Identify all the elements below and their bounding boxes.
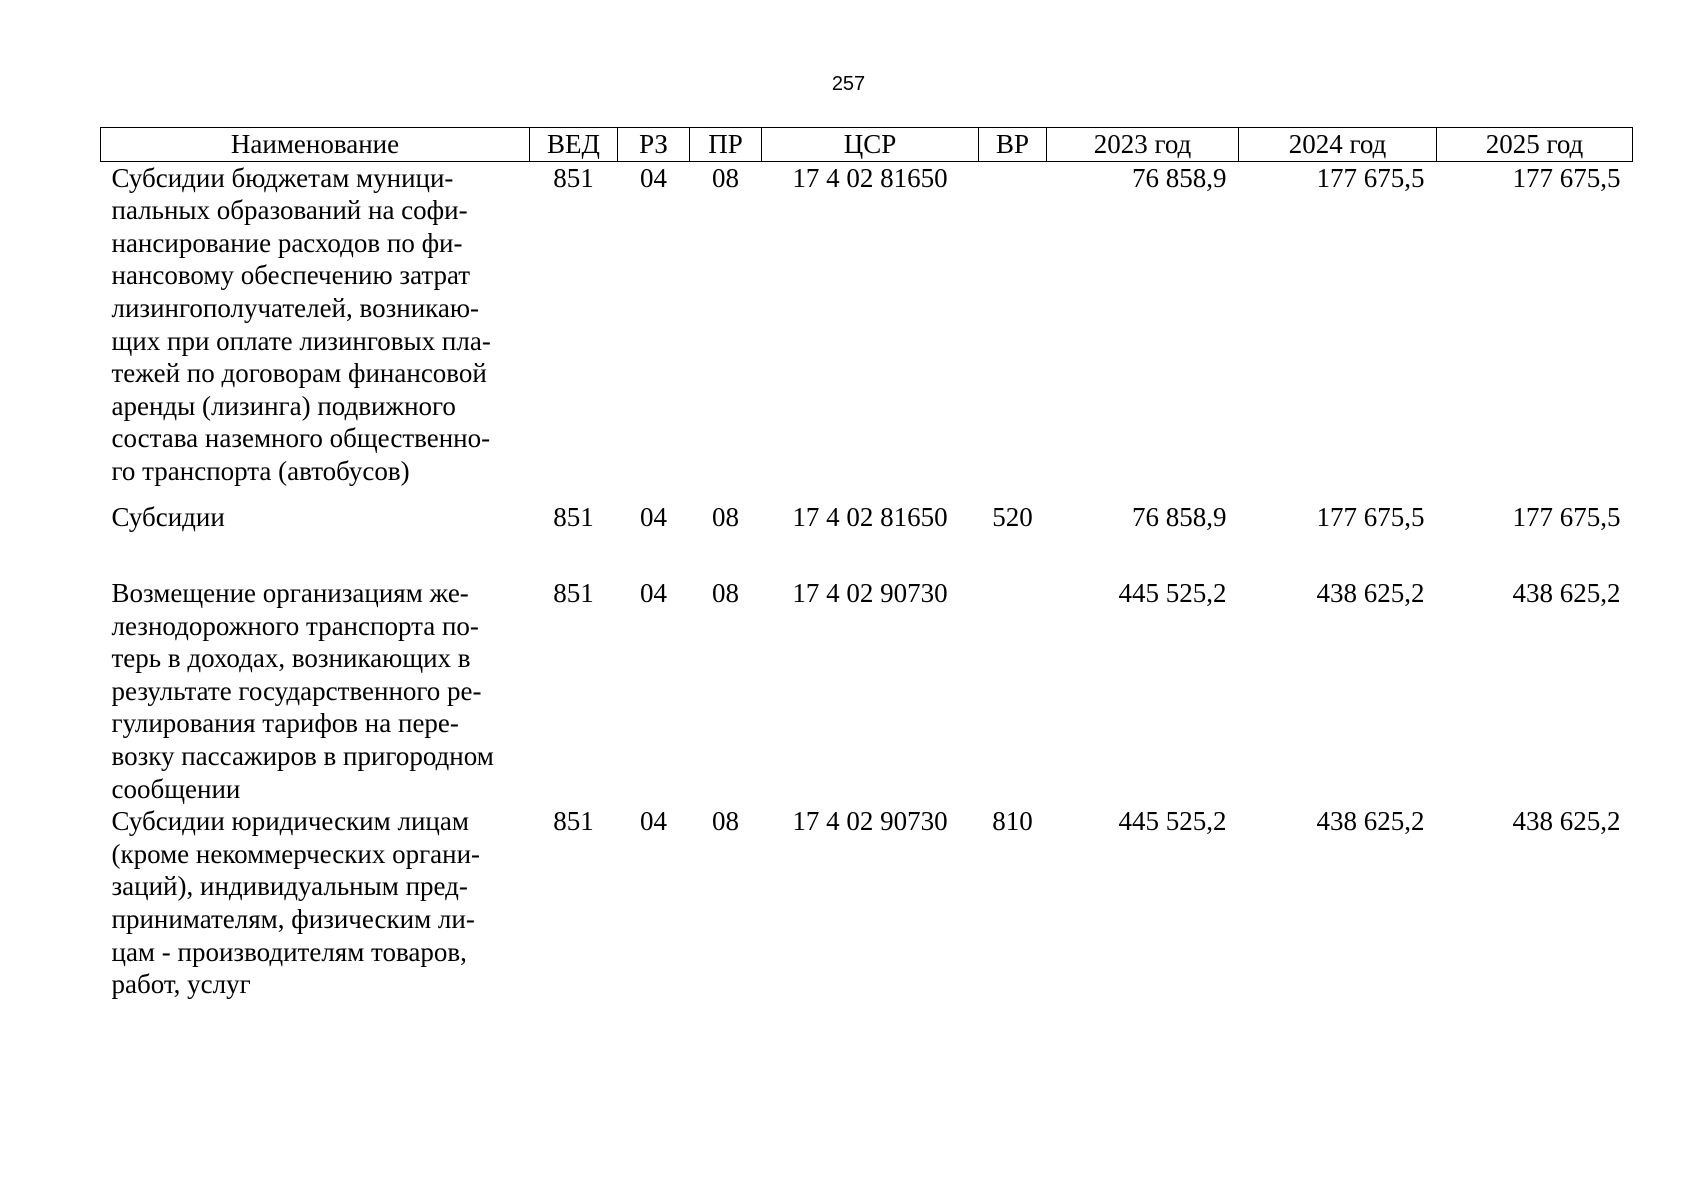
header-2024: 2024 год xyxy=(1239,128,1437,162)
row-2023: 76 858,9 xyxy=(1132,162,1227,193)
header-csr: ЦСР xyxy=(762,128,979,162)
table-row xyxy=(101,501,1633,577)
row-pr: 08 xyxy=(712,162,739,193)
name-line: лизингополучателей, возникаю- xyxy=(111,292,479,323)
row-vr: 520 xyxy=(992,502,1033,533)
table-row xyxy=(101,805,1633,1003)
row-name-cell xyxy=(101,501,530,577)
row-pr: 08 xyxy=(712,578,739,609)
row-2024: 177 675,5 xyxy=(1316,502,1425,533)
row-2023: 76 858,9 xyxy=(1132,502,1227,533)
row-ved: 851 xyxy=(553,578,594,609)
row-name-cell xyxy=(101,577,530,805)
name-line: принимателям, физическим ли- xyxy=(111,904,475,935)
name-line: Субсидии xyxy=(111,502,225,533)
row-rz: 04 xyxy=(640,162,667,193)
header-2023: 2023 год xyxy=(1047,128,1239,162)
name-line: го транспорта (автобусов) xyxy=(111,455,410,486)
row-vr xyxy=(979,577,1047,805)
name-line: Субсидии юридическим лицам xyxy=(111,806,469,837)
header-2025: 2025 год xyxy=(1437,128,1633,162)
header-ved: ВЕД xyxy=(530,128,618,162)
name-line: нансовому обеспечению затрат xyxy=(111,260,471,291)
name-line: аренды (лизинга) подвижного xyxy=(111,390,456,421)
name-line: щих при оплате лизинговых пла- xyxy=(111,325,491,356)
row-2023: 445 525,2 xyxy=(1118,806,1227,837)
row-2023: 445 525,2 xyxy=(1118,578,1227,609)
name-line: работ, услуг xyxy=(111,969,251,1000)
header-name: Наименование xyxy=(101,128,530,162)
name-line: гулирования тарифов на пере- xyxy=(111,708,459,739)
row-rz: 04 xyxy=(640,502,667,533)
table-header-row xyxy=(101,128,1633,162)
row-2025: 438 625,2 xyxy=(1512,806,1621,837)
row-name-cell xyxy=(101,161,530,501)
name-line: Возмещение организациям же- xyxy=(111,578,469,609)
row-2025: 177 675,5 xyxy=(1512,162,1621,193)
row-rz: 04 xyxy=(640,806,667,837)
name-line: Субсидии бюджетам муници- xyxy=(111,162,454,193)
row-csr: 17 4 02 81650 xyxy=(792,162,948,193)
budget-table xyxy=(100,127,1633,1003)
header-vr: ВР xyxy=(979,128,1047,162)
name-line: тежей по договорам финансовой xyxy=(111,358,487,389)
row-csr: 17 4 02 90730 xyxy=(792,578,948,609)
name-line: возку пассажиров в пригородном xyxy=(111,741,494,772)
row-2024: 438 625,2 xyxy=(1316,806,1425,837)
row-name-cell xyxy=(101,805,530,1003)
row-pr: 08 xyxy=(712,806,739,837)
row-ved: 851 xyxy=(553,162,594,193)
name-line: состава наземного общественно- xyxy=(111,423,491,454)
row-2025: 177 675,5 xyxy=(1512,502,1621,533)
header-pr: ПР xyxy=(690,128,762,162)
header-rz: РЗ xyxy=(618,128,690,162)
row-vr: 810 xyxy=(992,806,1033,837)
row-vr xyxy=(979,161,1047,501)
row-rz: 04 xyxy=(640,578,667,609)
name-line: заций), индивидуальным пред- xyxy=(111,871,468,902)
row-2024: 177 675,5 xyxy=(1316,162,1425,193)
row-2025: 438 625,2 xyxy=(1512,578,1621,609)
name-line: нансирование расходов по фи- xyxy=(111,227,463,258)
row-ved: 851 xyxy=(553,806,594,837)
name-line: цам - производителям товаров, xyxy=(111,936,467,967)
name-line: сообщении xyxy=(111,773,241,804)
row-2024: 438 625,2 xyxy=(1316,578,1425,609)
table-row xyxy=(101,161,1633,501)
table-row xyxy=(101,577,1633,805)
name-line: лезнодорожного транспорта по- xyxy=(111,610,479,641)
name-line: результате государственного ре- xyxy=(111,675,482,706)
row-csr: 17 4 02 81650 xyxy=(792,502,948,533)
name-line: терь в доходах, возникающих в xyxy=(111,643,471,674)
row-ved: 851 xyxy=(553,502,594,533)
row-csr: 17 4 02 90730 xyxy=(792,806,948,837)
name-line: пальных образований на софи- xyxy=(111,195,468,226)
row-pr: 08 xyxy=(712,502,739,533)
name-line: (кроме некоммерческих органи- xyxy=(111,838,481,869)
page-number: 257 xyxy=(831,73,866,95)
